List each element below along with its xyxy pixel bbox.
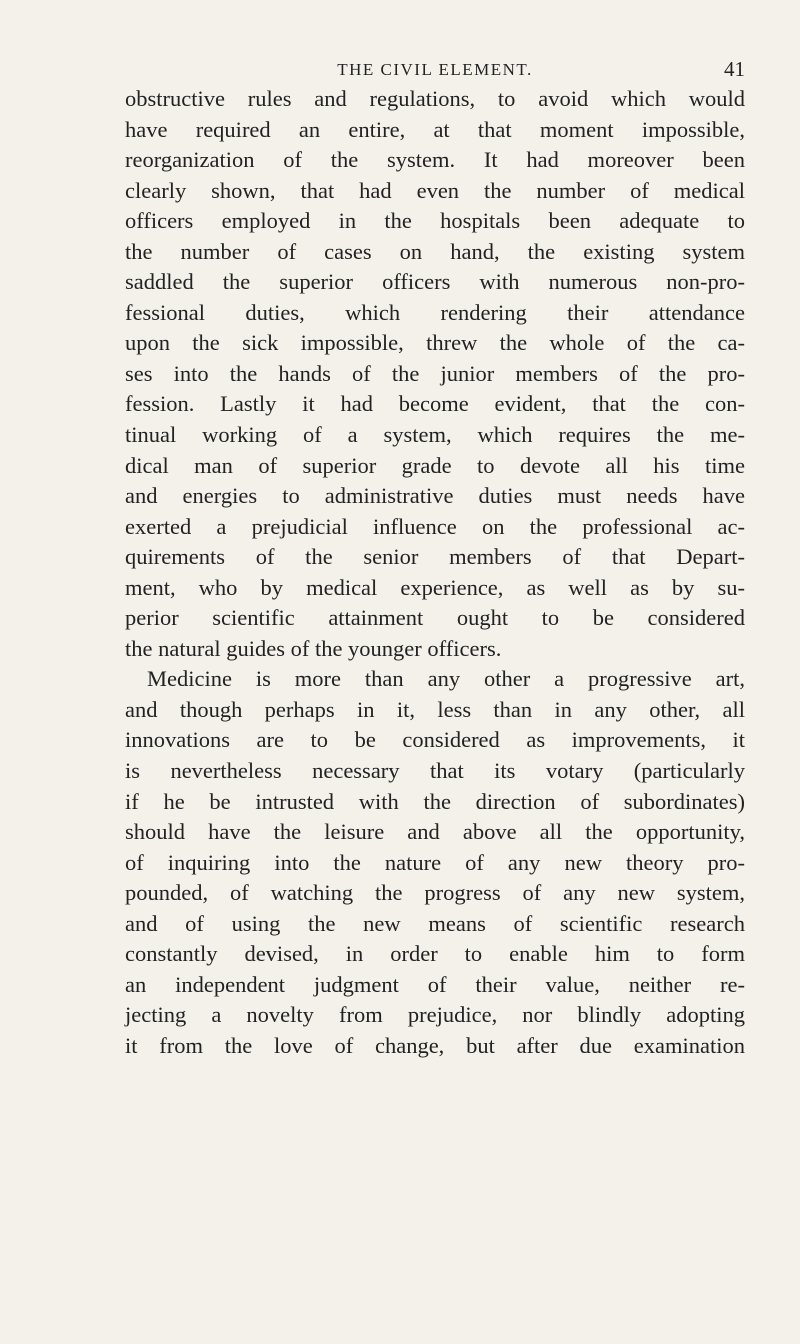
text-line: obstructive rules and regulations, to avoid which would <box>125 86 745 111</box>
text-line: ment, who by medical experience, as well as by su- <box>125 574 745 600</box>
text-line: jecting a novelty from prejudice, nor blindly adopting <box>125 1002 745 1028</box>
text-line: have required an entire, at that moment impossible, <box>125 116 745 142</box>
text-line: upon the sick impossible, threw the whole of the ca- <box>125 330 745 356</box>
text-line: reorganization of the system. It had moreover been <box>125 147 745 173</box>
page-number: 41 <box>724 57 745 81</box>
text-line: it from the love of change, but after due examination <box>125 1032 745 1058</box>
text-line: tinual working of a system, which requires the me- <box>125 422 745 448</box>
text-line: and though perhaps in it, less than in any other, all <box>125 696 745 722</box>
text-line: Medicine is more than any other a progressive art, <box>147 666 745 692</box>
text-line: the number of cases on hand, the existing system <box>125 238 745 264</box>
text-line: saddled the superior officers with numerous non-pro- <box>125 269 745 295</box>
text-line: an independent judgment of their value, neither re- <box>125 971 745 997</box>
text-line: and energies to administrative duties must needs have <box>125 483 745 509</box>
text-line: constantly devised, in order to enable him to form <box>125 941 745 967</box>
text-line: is nevertheless necessary that its votary (particularly <box>125 758 745 784</box>
text-line: quirements of the senior members of that Depart- <box>125 544 745 570</box>
text-line: of inquiring into the nature of any new theory pro- <box>125 849 745 875</box>
running-title: THE CIVIL ELEMENT. <box>337 60 533 79</box>
text-line: fessional duties, which rendering their attendance <box>125 299 745 325</box>
text-line: perior scientific attainment ought to be considered <box>125 605 745 631</box>
text-line: should have the leisure and above all the opportunity, <box>125 819 745 845</box>
text-line: and of using the new means of scientific research <box>125 910 745 936</box>
text-line: pounded, of watching the progress of any new system, <box>125 880 745 906</box>
text-line: the natural guides of the younger officers. <box>125 635 502 661</box>
text-line: if he be intrusted with the direction of subordinates) <box>125 788 745 814</box>
running-header <box>125 57 745 86</box>
page-body <box>125 84 745 1062</box>
text-line: innovations are to be considered as improvements, it <box>125 727 745 753</box>
text-line: fession. Lastly it had become evident, that the con- <box>125 391 745 417</box>
text-line: dical man of superior grade to devote all his time <box>125 452 745 478</box>
text-line: exerted a prejudicial influence on the professional ac- <box>125 513 745 539</box>
text-line: officers employed in the hospitals been adequate to <box>125 208 745 234</box>
text-line: ses into the hands of the junior members of the pro- <box>125 360 745 386</box>
text-line: clearly shown, that had even the number of medical <box>125 177 745 203</box>
